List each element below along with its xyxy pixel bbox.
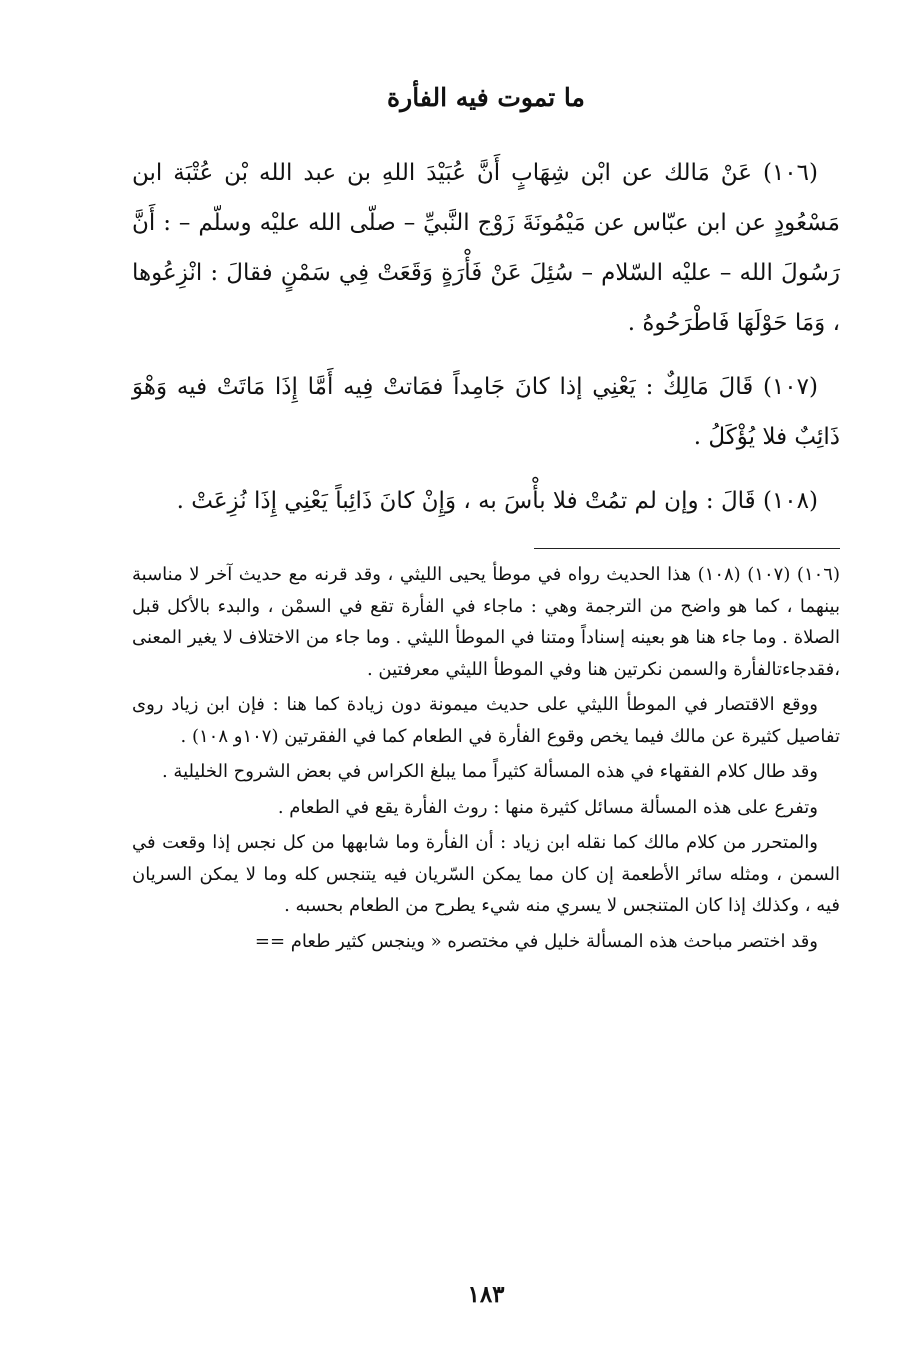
page-title: ما تموت فيه الفأرة (387, 83, 585, 112)
hadith-paragraph-106: (١٠٦) عَنْ مَالك عن ابْن شِهَابٍ أَنَّ عُبَيْدَ اللهِ بن عبد الله بْن عُتْبَة ابن مَسْعُودٍ عن ابن عبّاس عن مَيْمُونَةَ زَوْج النَّبيِّ – صلّى الله عليْه وسلّم – : أَنَّ رَسُولَ الله – عليْه السّلام – سُئِلَ عَنْ فَأْرَةٍ وَقَعَتْ فِي سَمْنٍ فقالَ : انْزِعُوها ، وَمَا حَوْلَهَا فَاطْرَحُوهُ . (132, 160, 840, 336)
footnote-divider (534, 548, 840, 549)
footnote-paragraph: وقد طال كلام الفقهاء في هذه المسألة كثيراً مما يبلغ الكراس في بعض الشروح الخليلية . (161, 761, 818, 782)
footnote-paragraph: وقد اختصر مباحث هذه المسألة خليل في مختصره « وينجس كثير طعام == (254, 930, 818, 952)
hadith-paragraph-108: (١٠٨) قَالَ : وإن لم تمُتْ فلا بأْسَ به ، وَإِنْ كانَ ذَائِباً يَعْنِي إِذَا نُزِعَتْ . (176, 488, 818, 514)
footnote-paragraph: (١٠٦) (١٠٧) (١٠٨) هذا الحديث رواه في موطأ يحيى الليثي ، وقد قرنه مع حديث آخر لا مناسبة بينهما ، كما هو واضح من الترجمة وهي : ماجاء في الفأرة تقع في السمْن ، والبدء بالأكل قبل الصلاة . وما جاء هنا هو بعينه إسناداً ومتنا في الموطأ الليثي . وما جاء من الاختلاف لا يغير المعنى ،فقدجاءتالفأرة والسمن نكرتين هنا وفي الموطأ الليثي معرفتين . (132, 564, 840, 680)
book-page (132, 70, 840, 1330)
main-text (132, 148, 840, 526)
footnote-paragraph: والمتحرر من كلام مالك كما نقله ابن زياد : أن الفأرة وما شابهها من كل نجس إذا وقعت في السمن ، ومثله سائر الأطعمة إن كان مما يمكن السّريان فيه يتنجس كله وما لا يمكن السريان فيه ، وكذلك إذا كان المتنجس لا يسري منه شيء يطرح من الطعام بحسبه . (132, 832, 840, 916)
footnote-paragraph: وتفرع على هذه المسألة مسائل كثيرة منها : روث الفأرة يقع في الطعام . (277, 796, 818, 818)
page-number: ١٨٣ (467, 1281, 505, 1308)
footnotes (132, 559, 840, 957)
footnote-paragraph: ووقع الاقتصار في الموطأ الليثي على حديث ميمونة دون زيادة كما هنا : فإن ابن زياد روى تفاصيل كثيرة عن مالك فيما يخص وقوع الفأرة في الطعام كما في الفقرتين (١٠٧و ١٠٨) . (132, 694, 840, 747)
hadith-paragraph-107: (١٠٧) قَالَ مَالِكٌ : يَعْنِي إذا كانَ جَامِداً فمَاتتْ فِيه أَمَّا إِذَا مَاتَتْ فيه وَهْوَ ذَائِبٌ فلا يُؤْكَلُ . (132, 374, 840, 450)
